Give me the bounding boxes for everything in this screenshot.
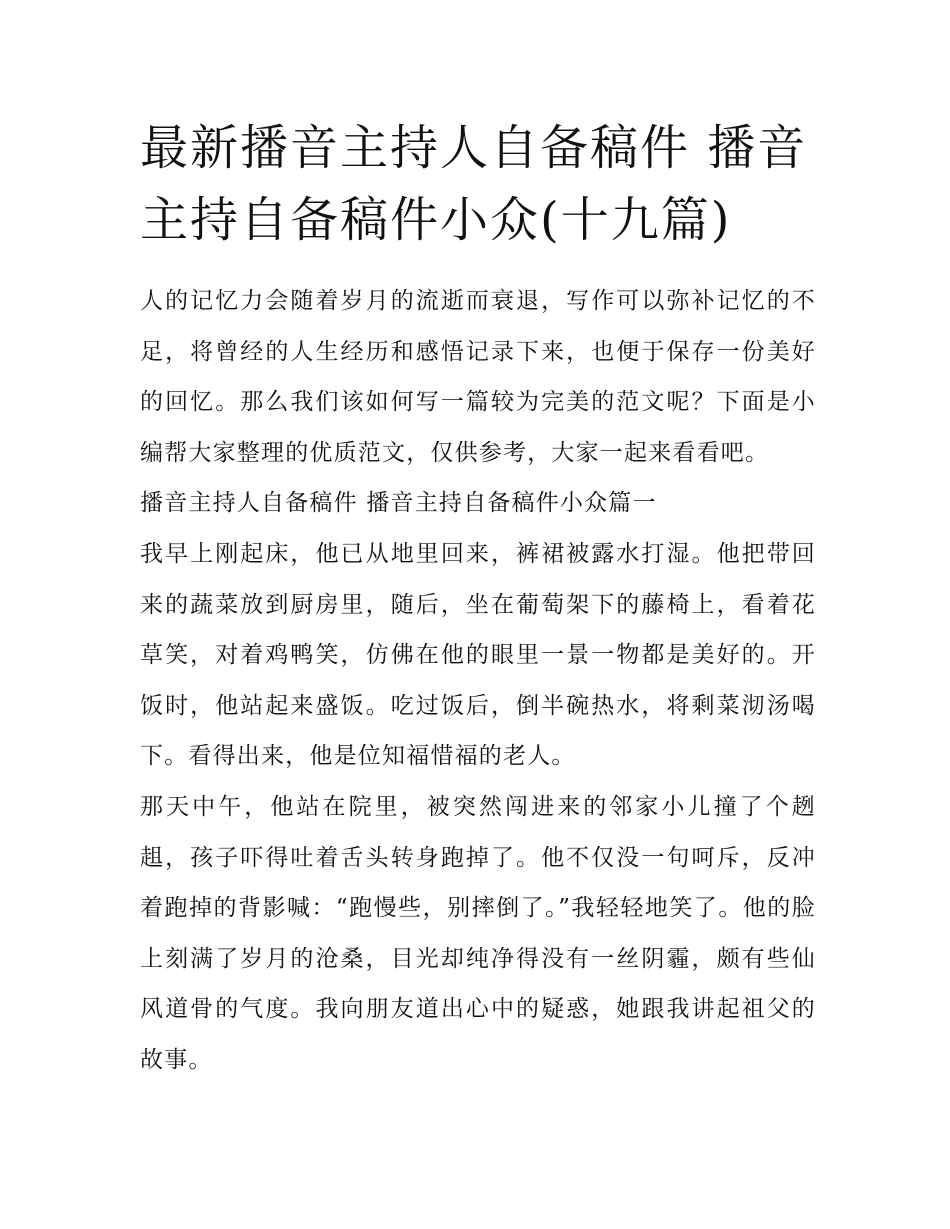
document-title: 最新播音主持人自备稿件 播音主持自备稿件小众(十九篇) [140, 120, 808, 248]
intro-paragraph: 人的记忆力会随着岁月的流逝而衰退，写作可以弥补记忆的不足，将曾经的人生经历和感悟记录下来，也便于保存一份美好的回忆。那么我们该如何写一篇较为完美的范文呢？下面是小编帮大家整理的优质范文，仅供参考，大家一起来看看吧。 [140, 288, 816, 466]
body-paragraph: 那天中午，他站在院里，被突然闯进来的邻家小儿撞了个趔趄，孩子吓得吐着舌头转身跑掉了。他不仅没一句呵斥，反冲着跑掉的背影喊：“跑慢些，别摔倒了。”我轻轻地笑了。他的脸上刻满了岁月的沧桑，目光却纯净得没有一丝阴霾，颇有些仙风道骨的气度。我向朋友道出心中的疑惑，她跟我讲起祖父的故事。 [140, 793, 816, 1073]
document-body [140, 276, 816, 1086]
section-heading: 播音主持人自备稿件 播音主持自备稿件小众篇一 [140, 490, 657, 517]
body-paragraph: 我早上刚起床，他已从地里回来，裤裙被露水打湿。他把带回来的蔬菜放到厨房里，随后，坐在葡萄架下的藤椅上，看着花草笑，对着鸡鸭笑，仿佛在他的眼里一景一物都是美好的。开饭时，他站起来盛饭。吃过饭后，倒半碗热水，将剩菜沏汤喝下。看得出来，他是位知福惜福的老人。 [140, 540, 816, 770]
